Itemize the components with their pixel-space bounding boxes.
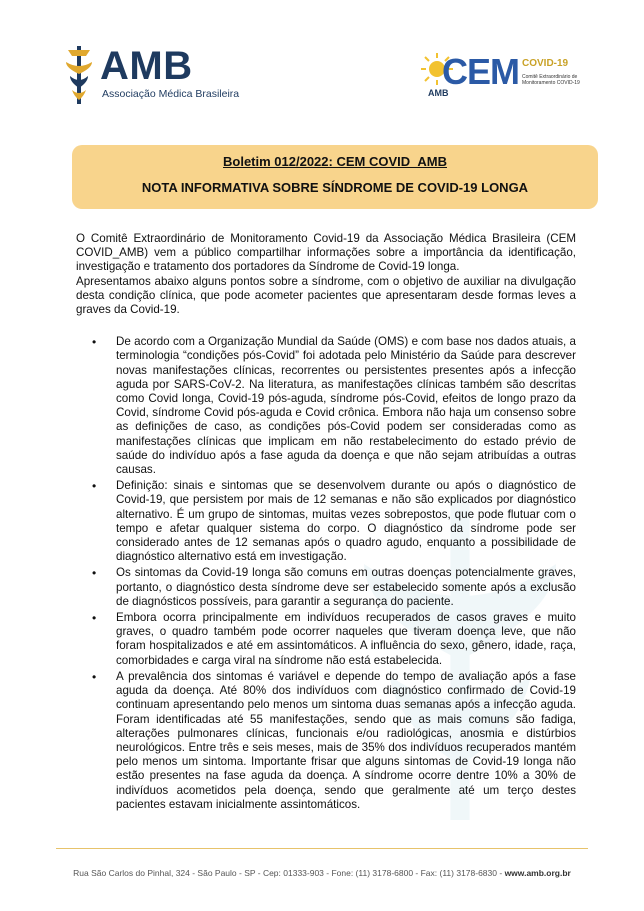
- page-header: [0, 0, 644, 130]
- bullet-item: • De acordo com a Organização Mundial da Saúde (OMS) e com base nos dados atuais, a terminologia “condições pós-Covid” foi adotada pelo Ministério da Saúde para descrever novas manifestações clínicas, recorrentes ou persistentes presentes após a infecção aguda por SARS-CoV-2. Na literatura, as manifestações clínicas também são descritas como Covid longa, Covid-19 pós-aguda, síndrome pós-Covid, efeitos de longo prazo da Covid, síndrome Covid pós-aguda e Covid crônica. Embora não haja um consenso sobre as definições de caso, as condições pós-Covid podem ser consideradas como as manifestações clínicas que implicam em não restabelecimento do estado prévio de saúde do indivíduo após a fase aguda da doença e que não sejam atribuídas a outras causas.: [76, 335, 576, 477]
- footer-address: Rua São Carlos do Pinhal, 324 - São Paulo - SP - Cep: 01333-903 - Fone: (11) 3178-6800 - Fax: (11) 3178-6830 -: [73, 868, 505, 878]
- amb-subtitle: Associação Médica Brasileira: [102, 88, 240, 100]
- bullet-item: • Definição: sinais e sintomas que se desenvolvem durante ou após o diagnóstico de Covid-19, que persistem por mais de 12 semanas e não são explicados por diagnóstico alternativo. É um grupo de sintomas, muitas vezes sobrepostos, que pode flutuar com o tempo e afetar qualquer sistema do corpo. O diagnóstico da síndrome pode ser considerado antes de 12 semanas após o quadro agudo, enquanto a possibilidade de diagnóstico alternativo está em investigação.: [76, 479, 576, 564]
- page-footer: [0, 868, 644, 878]
- footer-divider: [56, 848, 588, 849]
- intro-paragraph: O Comitê Extraordinário de Monitoramento Covid-19 da Associação Médica Brasileira (CEM COVID_AMB) vem a público compartilhar informações sobre a importância da identificação, investigação e tratamento dos portadores da Síndrome de Covid-19 longa.: [76, 232, 576, 274]
- bulletin-title: Boletim 012/2022: CEM COVID_AMB: [223, 154, 447, 169]
- cem-description: Comitê Extraordinário de Monitoramento COVID-19: [522, 74, 580, 86]
- cem-wordmark: CEM: [442, 51, 519, 92]
- amb-logo: [58, 40, 240, 110]
- bulletin-subtitle: NOTA INFORMATIVA SOBRE SÍNDROME DE COVID-19 LONGA: [141, 180, 529, 195]
- intro-paragraph: Apresentamos abaixo alguns pontos sobre a síndrome, com o objetivo de auxiliar na divulgação desta condição clínica, que pode acometer pacientes que apresentaram desde formas leves a graves da Covid-19.: [76, 274, 576, 317]
- bullet-item: • A prevalência dos sintomas é variável e depende do tempo de avaliação após a fase aguda da doença. Até 80% dos indivíduos com diagnóstico confirmado de Covid-19 continuam apresentando pelo menos um sintoma duas semanas após a infecção aguda. Foram identificadas até 55 manifestações, sendo que as mais comuns são fadiga, alterações pulmonares clínicas, funcionais e/ou radiológicas, anosmia e distúrbios neurológicos. Entre três e seis meses, mais de 35% dos indivíduos recuperados mantém pelo menos um sintoma. Importante frisar que alguns sintomas de Covid-19 longa não estão presentes na fase aguda da doença. A síndrome ocorre dentre 10% a 30% de indivíduos acometidos pela doença, sendo que geralmente até um terço destes pacientes estavam inicialmente assintomáticos.: [76, 670, 576, 812]
- cem-covid-logo: [420, 48, 580, 110]
- bullet-item: • Embora ocorra principalmente em indivíduos recuperados de casos graves e muito graves, o quadro também pode ocorrer naqueles que tiveram doença leve, que não foram hospitalizados e até em assintomáticos. A influência do sexo, gênero, idade, raça, comorbidades e carga viral na síndrome não está estabelecida.: [76, 611, 576, 668]
- bullet-item: • Os sintomas da Covid-19 longa são comuns em outras doenças potencialmente graves, portanto, o diagnóstico desta síndrome deve ser estabelecido somente após a exclusão de diagnósticos possíveis, para garantir a segurança do paciente.: [76, 566, 576, 609]
- cem-covid-label: COVID-19: [522, 58, 569, 69]
- bulletin-banner: [72, 145, 598, 209]
- bullet-list: [76, 335, 576, 812]
- caduceus-icon: [58, 44, 100, 106]
- amb-wordmark: AMB: [100, 44, 193, 88]
- footer-website-link[interactable]: www.amb.org.br: [504, 868, 571, 878]
- cem-amb-label: AMB: [428, 88, 449, 98]
- document-body: [76, 232, 576, 814]
